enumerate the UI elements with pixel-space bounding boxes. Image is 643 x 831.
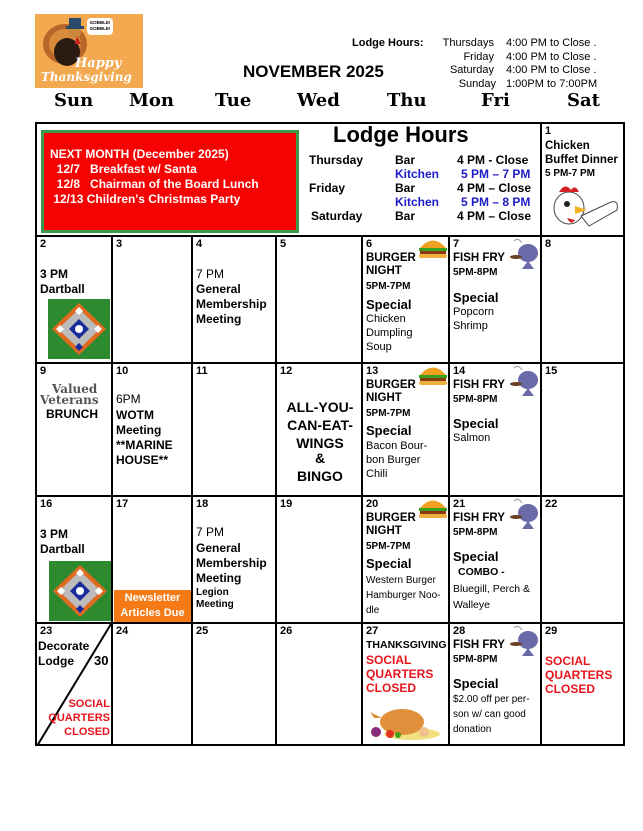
banner-cell [37, 124, 542, 237]
day-cell-8 [542, 237, 625, 364]
event-time: 3 PM [40, 267, 69, 281]
event-time: 5 PM-7 PM [545, 168, 596, 179]
event-title: THANKSGIVING [366, 639, 447, 651]
day-number: 15 [545, 365, 558, 377]
lodge-area-kitchen: Kitchen [395, 195, 440, 209]
lodge-time: 4 PM – Close [457, 209, 532, 223]
day-number: 20 [366, 498, 379, 510]
special-item: Bluegill, Perch & Walleye [453, 583, 531, 611]
lodge-time: 4 PM – Close [457, 181, 532, 195]
day-number: 1 [545, 125, 552, 137]
event-time: 3 PM [40, 527, 69, 541]
day-number: 16 [40, 498, 53, 510]
day-number-30: 30 [94, 653, 109, 668]
day-number: 21 [453, 498, 466, 510]
special-item: Bacon Bour-bon Burger Chili [366, 440, 428, 480]
day-cell-16 [37, 497, 113, 624]
hours-day: Friday [463, 51, 494, 63]
lodge-time-kitchen: 5 PM – 7 PM [461, 167, 531, 181]
calendar-grid [35, 122, 625, 746]
day-number: 6 [366, 238, 373, 250]
day-number: 12 [280, 365, 293, 377]
lodge-time-kitchen: 5 PM – 8 PM [461, 195, 531, 209]
day-number: 13 [366, 365, 379, 377]
fish-icon [508, 364, 540, 398]
newsletter-due-badge: Newsletter Articles Due [114, 590, 191, 622]
special-item: Western Burger Hamburger Noo-dle [366, 575, 441, 616]
day-name-thu: Thu [387, 90, 427, 111]
event-title: Decorate Lodge [38, 639, 90, 668]
event-title: ALL-YOU-CAN-EAT-WINGS [286, 399, 354, 451]
day-number: 22 [545, 498, 558, 510]
fish-icon [508, 624, 540, 658]
day-number: 2 [40, 238, 47, 250]
day-cell-20 [363, 497, 450, 624]
day-cell-11 [193, 364, 277, 497]
special-label: Special [366, 423, 412, 438]
day-cell-7 [450, 237, 542, 364]
roast-turkey-icon [366, 704, 442, 742]
social-quarters-closed: SOCIAL QUARTERS CLOSED [366, 653, 434, 695]
next-month-item: 12/8 Chairman of the Board Lunch [50, 177, 259, 191]
day-name-tue: Tue [215, 90, 252, 111]
event-time: 5PM-8PM [453, 654, 498, 665]
day-number: 11 [196, 365, 208, 377]
lodge-time: 4 PM - Close [457, 153, 529, 167]
logo-line: Veterans [40, 393, 99, 407]
dartball-board-icon [48, 299, 110, 359]
special-title: COMBO - [458, 566, 505, 578]
day-number: 26 [280, 625, 293, 637]
special-item: Popcorn Shrimp [453, 306, 494, 332]
day-cell-25 [193, 624, 277, 746]
special-item: Chicken Dumpling Soup [366, 313, 413, 353]
day-number: 8 [545, 238, 552, 250]
event-title: General Membership Meeting [196, 282, 267, 326]
day-cell-3 [113, 237, 193, 364]
day-cell-14 [450, 364, 542, 497]
event-title: BURGER NIGHT [366, 252, 416, 277]
logo-thanksgiving: Thanksgiving [41, 70, 132, 84]
day-cell-26 [277, 624, 363, 746]
event-time: 5PM-7PM [366, 541, 411, 552]
day-name-mon: Mon [129, 90, 175, 111]
day-cell-15 [542, 364, 625, 497]
header-hours-time: 4:00 PM to Close . [506, 51, 597, 63]
special-label: Special [366, 297, 412, 312]
lodge-area-kitchen: Kitchen [395, 167, 440, 181]
day-cell-5 [277, 237, 363, 364]
lodge-hours-label: Lodge Hours: [352, 37, 424, 49]
special-item: $2.00 off per per-son w/ can good donation [453, 694, 530, 735]
day-number: 24 [116, 625, 129, 637]
special-label: Special [453, 549, 499, 564]
event-time: 5PM-8PM [453, 394, 498, 405]
event-title: BURGER NIGHT [366, 379, 416, 404]
day-cell-29 [542, 624, 625, 746]
day-cell-19 [277, 497, 363, 624]
day-cell-27 [363, 624, 450, 746]
day-number: 28 [453, 625, 466, 637]
dartball-board-icon [49, 561, 111, 621]
lodge-area-bar: Bar [395, 181, 416, 195]
gobble-bubble [87, 18, 113, 35]
day-number: 10 [116, 365, 129, 377]
day-number: 17 [116, 498, 129, 510]
lodge-day-friday: Friday [309, 181, 346, 195]
day-number: 18 [196, 498, 209, 510]
day-cell-18 [193, 497, 277, 624]
hours-day: Saturday [449, 64, 494, 76]
day-number: 23 [40, 625, 53, 637]
event-title: Dartball [40, 282, 85, 296]
special-label: Special [366, 556, 412, 571]
day-number: 3 [116, 238, 123, 250]
hours-day: Thursdays [442, 37, 494, 49]
day-number: 25 [196, 625, 209, 637]
valued-veterans-logo [40, 384, 99, 406]
event-title: FISH FRY [453, 639, 505, 651]
next-month-item: 12/13 Children's Christmas Party [50, 192, 241, 206]
happy-thanksgiving-logo [35, 14, 143, 88]
bubble-line-2: GOBBLE! [89, 26, 111, 31]
day-number: 27 [366, 625, 379, 637]
social-quarters-closed: SOCIAL QUARTERS CLOSED [545, 654, 613, 696]
special-label: Special [453, 416, 499, 431]
event-title-2: BINGO [297, 468, 343, 484]
logo-happy: Happy [75, 56, 122, 71]
lodge-day-thursday: Thursday [309, 153, 364, 167]
next-month-box [41, 130, 299, 233]
day-number: 19 [280, 498, 293, 510]
event-note: **MARINE HOUSE** [116, 438, 173, 467]
day-cell-17 [113, 497, 193, 624]
lodge-area-bar: Bar [395, 209, 416, 223]
lodge-day-saturday: Saturday [311, 209, 363, 223]
event-time: 6PM [116, 392, 141, 406]
special-label: Special [453, 290, 499, 305]
event-title: FISH FRY [453, 512, 505, 524]
event-note: Legion Meeting [196, 587, 234, 610]
event-time: 5PM-8PM [453, 527, 498, 538]
day-number: 4 [196, 238, 203, 250]
special-label: Special [453, 676, 499, 691]
header-hours-time: 4:00 PM to Close . [506, 64, 597, 76]
day-name-sun: Sun [54, 90, 94, 111]
day-number: 29 [545, 625, 558, 637]
day-cell-28 [450, 624, 542, 746]
next-month-title: NEXT MONTH (December 2025) [50, 147, 229, 161]
day-cell-21 [450, 497, 542, 624]
day-cell-6 [363, 237, 450, 364]
day-number: 14 [453, 365, 466, 377]
logo-line: Valued [52, 382, 98, 396]
event-title: BURGER NIGHT [366, 512, 416, 537]
day-name-sat: Sat [567, 90, 600, 111]
month-title: NOVEMBER 2025 [243, 62, 384, 81]
day-cell-4 [193, 237, 277, 364]
lodge-hours-title: Lodge Hours [333, 124, 469, 147]
chicken-icon [545, 180, 623, 232]
day-name-fri: Fri [481, 90, 510, 111]
event-title: General Membership Meeting [196, 541, 267, 585]
bubble-line-1: GOBBLE! [89, 20, 111, 25]
event-title: Dartball [40, 542, 85, 556]
day-number: 5 [280, 238, 287, 250]
day-number: 9 [40, 365, 47, 377]
day-cell-9 [37, 364, 113, 497]
special-item: Salmon [453, 432, 491, 444]
header-hours-time: 1:00PM to 7:00PM [506, 78, 598, 90]
event-title: FISH FRY [453, 252, 505, 264]
day-cell-13 [363, 364, 450, 497]
event-time: 5PM-7PM [366, 281, 411, 292]
event-title: FISH FRY [453, 379, 505, 391]
day-cell-24 [113, 624, 193, 746]
day-number: 7 [453, 238, 460, 250]
day-cell-1 [542, 124, 625, 237]
fish-icon [508, 237, 540, 271]
day-cell-12 [277, 364, 363, 497]
event-time: 7 PM [196, 525, 225, 539]
event-time: 5PM-8PM [453, 267, 498, 278]
event-time: 7 PM [196, 267, 225, 281]
event-title: Chicken Buffet Dinner [545, 140, 618, 166]
day-cell-22 [542, 497, 625, 624]
hours-day: Sunday [458, 78, 496, 90]
day-name-wed: Wed [297, 90, 340, 111]
fish-icon [508, 497, 540, 531]
event-title: BRUNCH [46, 407, 98, 421]
lodge-area-bar: Bar [395, 153, 416, 167]
event-time: 5PM-7PM [366, 408, 411, 419]
days-of-week-header [35, 90, 625, 114]
event-amp: & [314, 450, 326, 466]
next-month-item: 12/7 Breakfast w/ Santa [50, 162, 197, 176]
day-cell-2 [37, 237, 113, 364]
day-cell-23-30 [37, 624, 113, 746]
event-title: WOTM Meeting [116, 408, 162, 437]
day-cell-10 [113, 364, 193, 497]
social-quarters-closed: SOCIAL QUARTERS CLOSED [48, 698, 110, 738]
header-hours-time: 4:00 PM to Close . [506, 37, 597, 49]
